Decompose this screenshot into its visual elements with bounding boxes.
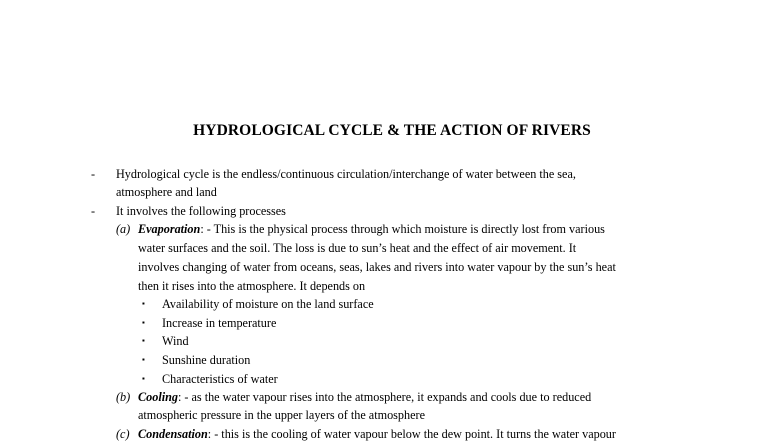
bullet-item: Characteristics of water (162, 372, 278, 386)
process-b-line-2: atmospheric pressure in the upper layers of the atmosphere (138, 408, 425, 422)
process-label-b: (b) (116, 390, 131, 404)
bullet-marker: ▪ (142, 318, 145, 327)
point-2-line-1: It involves the following processes (116, 204, 286, 218)
bullet-item: Increase in temperature (162, 316, 277, 330)
bullet-item: Sunshine duration (162, 353, 251, 367)
bullet-marker: ▪ (142, 374, 145, 383)
point-1-line-2: atmosphere and land (116, 185, 217, 199)
process-c-first-line (138, 425, 616, 443)
bullet-marker: ▪ (142, 355, 145, 364)
process-a-first-line-text: : - This is the physical process through which moisture is directly lost from various (200, 222, 605, 236)
process-term-condensation: Condensation (138, 427, 208, 441)
bullet-item: Wind (162, 334, 189, 348)
process-term-cooling: Cooling (138, 390, 178, 404)
process-a-first-line (138, 220, 605, 238)
process-label-a: (a) (116, 222, 131, 236)
process-label-c: (c) (116, 427, 130, 441)
process-term-evaporation: Evaporation (138, 222, 201, 236)
document-title: HYDROLOGICAL CYCLE & THE ACTION OF RIVERS (193, 122, 591, 139)
process-a-line-3: involves changing of water from oceans, seas, lakes and rivers into water vapour by the sun’s heat (138, 260, 616, 274)
bullet-marker: ▪ (142, 299, 145, 308)
process-c-first-line-text: : - this is the cooling of water vapour below the dew point. It turns the water vapour (207, 427, 616, 441)
bullet-marker: ▪ (142, 336, 145, 345)
process-a-line-4: then it rises into the atmosphere. It depends on (138, 279, 366, 293)
bullet-item: Availability of moisture on the land surface (162, 297, 374, 311)
process-a-line-2: water surfaces and the soil. The loss is due to sun’s heat and the effect of air movement. It (138, 241, 577, 255)
dash-marker: - (91, 204, 96, 218)
process-b-first-line (138, 388, 591, 406)
process-b-first-line-text: : - as the water vapour rises into the atmosphere, it expands and cools due to reduced (177, 390, 592, 404)
point-1-line-1: Hydrological cycle is the endless/continuous circulation/interchange of water between the sea, (116, 167, 576, 181)
dash-marker: - (91, 167, 96, 181)
